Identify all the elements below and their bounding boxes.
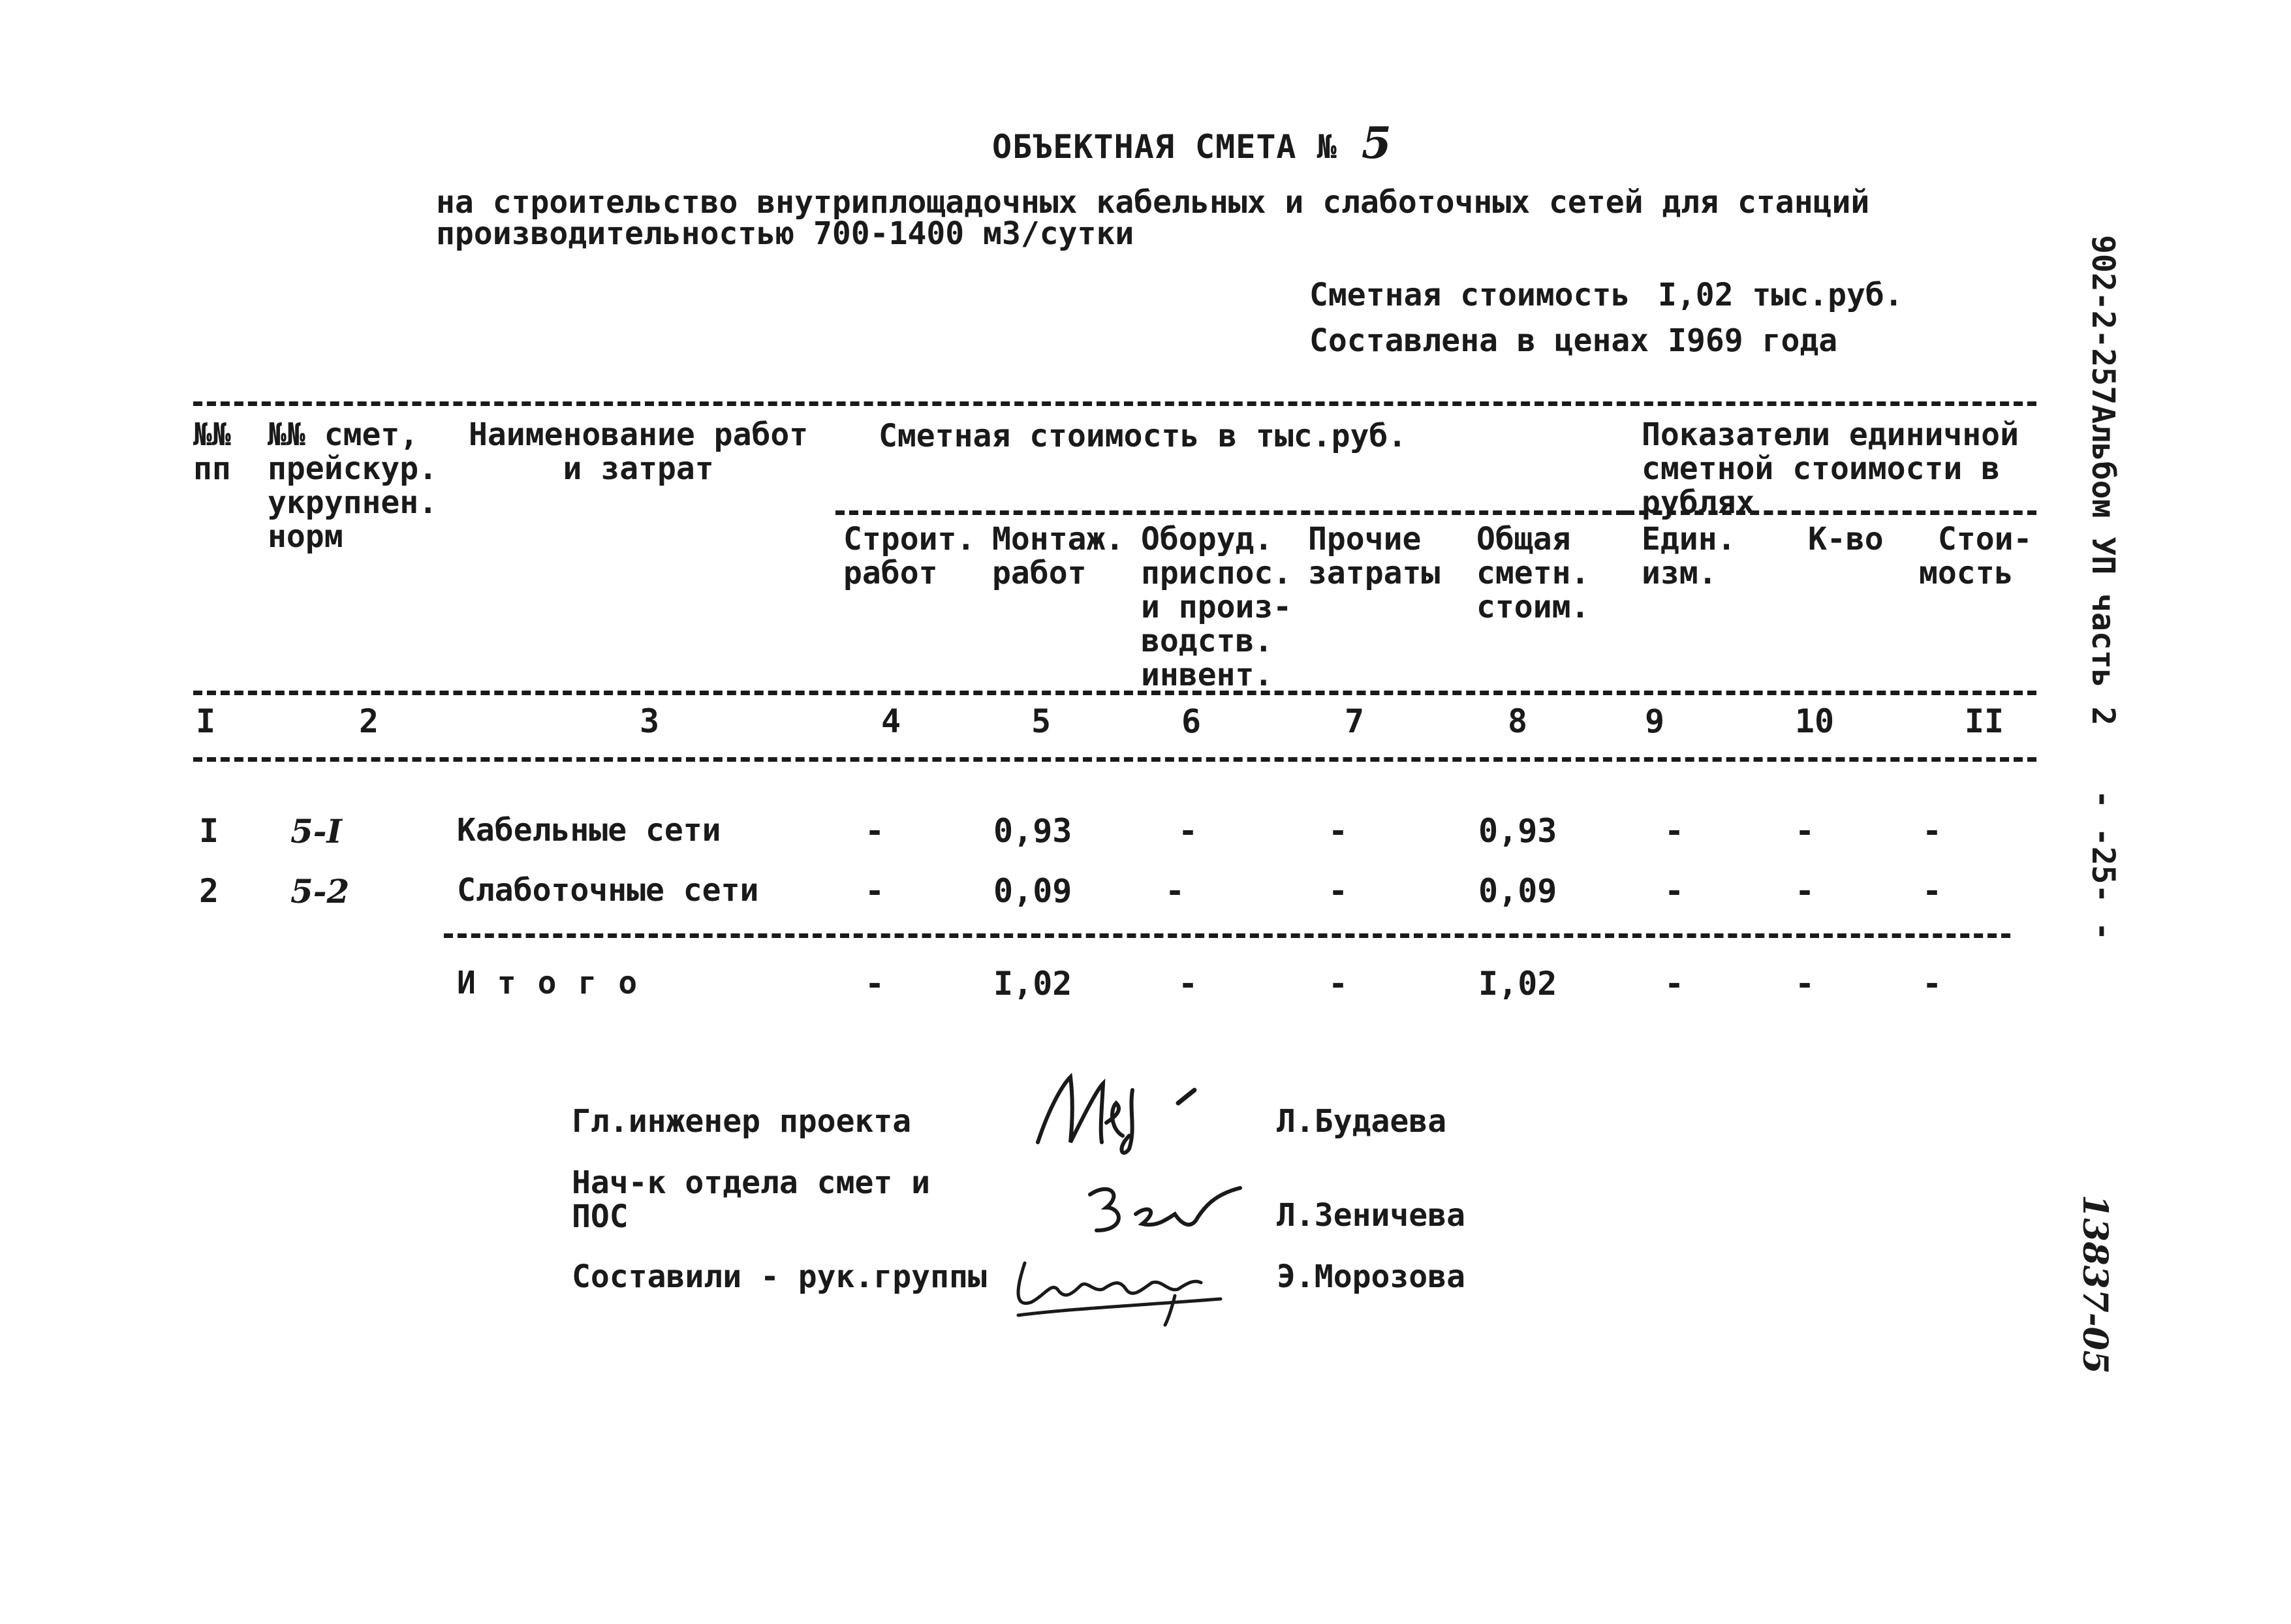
cell-total: 0,09 (1478, 872, 1557, 910)
subtitle-line-2: производительностью 700-1400 м3/сутки (436, 215, 1134, 252)
cell-installation: 0,09 (993, 872, 1072, 910)
row-name: Слаботочные сети (457, 872, 759, 909)
row-reference: 5-I (290, 812, 342, 851)
total-label: И т о г о (457, 965, 639, 1001)
column-number: 6 (1181, 702, 1202, 740)
cell-equipment: - (1177, 812, 1198, 850)
subtitle-line-1: на строительство внутриплощадочных кабельных и слаботочных сетей для станций (436, 184, 1870, 221)
cell-unit: - (1664, 965, 1685, 1003)
column-number: 7 (1344, 702, 1365, 740)
signature-name-department-head: Л.Зеничева (1277, 1197, 1465, 1234)
signature-role-group-lead: Составили - рук.группы (572, 1258, 987, 1295)
signature-name-group-lead: Э.Морозова (1277, 1258, 1465, 1295)
header-bottom-rule (193, 691, 2036, 695)
document-code: 13837-05 (2075, 1195, 2115, 1374)
album-reference: 902-2-257Альбом УП часть 2 (2085, 235, 2121, 726)
row-name: Кабельные сети (457, 812, 721, 849)
estimate-number: 5 (1361, 117, 1392, 168)
header-col-4: Строит. работ (843, 521, 976, 591)
signature-scribble-2 (1077, 1168, 1253, 1247)
cell-total: I,02 (1478, 965, 1557, 1003)
total-rule (444, 933, 2010, 938)
column-number: 4 (881, 702, 901, 740)
cost-group-rule (835, 510, 1625, 515)
signature-scribble-1 (1025, 1064, 1221, 1162)
column-numbers-rule (193, 757, 2036, 762)
header-col-9: Един. изм. (1642, 521, 1736, 591)
document-title: ОБЪЕКТНАЯ СМЕТА № 5 (992, 117, 1392, 168)
cell-construction: - (864, 812, 885, 850)
cell-cost: - (1922, 965, 1942, 1003)
column-number: 10 (1794, 702, 1835, 740)
signature-scribble-3 (1005, 1243, 1240, 1328)
cell-construction: - (864, 872, 885, 910)
cell-quantity: - (1794, 872, 1815, 910)
cell-other: - (1328, 965, 1348, 1003)
cost-value: I,02 тыс.руб. (1658, 277, 1903, 313)
header-col-6: Оборуд. приспос. и произ- водств. инвент. (1141, 521, 1292, 693)
cell-cost: - (1922, 812, 1942, 850)
cell-equipment: - (1164, 872, 1185, 910)
row-number: 2 (198, 872, 219, 910)
cell-construction: - (864, 965, 885, 1003)
row-reference: 5-2 (290, 872, 350, 911)
header-col-1: №№ пп (193, 416, 231, 487)
column-number: I (195, 702, 216, 740)
page-number: - -25- - (2085, 790, 2121, 941)
header-col-2: №№ смет, прейскур. укрупнен. норм (268, 416, 438, 555)
header-col-11: Стои- мость (1919, 521, 2033, 591)
cell-installation: 0,93 (993, 812, 1072, 850)
header-col-7: Прочие затраты (1308, 521, 1441, 591)
cell-unit: - (1664, 872, 1685, 910)
cell-quantity: - (1794, 965, 1815, 1003)
column-number: 8 (1507, 702, 1528, 740)
cell-cost: - (1922, 872, 1942, 910)
column-number: 3 (639, 702, 660, 740)
header-col-5: Монтаж. работ (992, 521, 1125, 591)
column-number: II (1964, 702, 2004, 740)
header-cost-group: Сметная стоимость в тыс.руб. (879, 418, 1407, 454)
cost-label: Сметная стоимость (1309, 277, 1630, 313)
cell-quantity: - (1794, 812, 1815, 850)
row-number: I (198, 812, 219, 850)
prices-label: Составлена в ценах I969 года (1309, 322, 1838, 359)
signature-role-department-head: Нач-к отдела смет и ПОС (572, 1164, 931, 1235)
header-unit-group: Показатели единичной сметной стоимости в рублях (1642, 416, 2019, 521)
cell-total: 0,93 (1478, 812, 1557, 850)
signature-name-chief-engineer: Л.Будаева (1277, 1103, 1447, 1140)
cell-unit: - (1664, 812, 1685, 850)
column-number: 9 (1644, 702, 1665, 740)
cell-other: - (1328, 872, 1348, 910)
cell-other: - (1328, 812, 1348, 850)
cell-installation: I,02 (993, 965, 1072, 1003)
column-number: 2 (358, 702, 379, 740)
table-top-rule (193, 401, 2036, 406)
cell-equipment: - (1177, 965, 1198, 1003)
header-col-3: Наименование работ и затрат (469, 416, 809, 487)
header-col-8: Общая сметн. стоим. (1476, 521, 1590, 625)
column-number: 5 (1031, 702, 1052, 740)
signature-role-chief-engineer: Гл.инженер проекта (572, 1103, 912, 1140)
header-col-10: К-во (1808, 521, 1884, 557)
